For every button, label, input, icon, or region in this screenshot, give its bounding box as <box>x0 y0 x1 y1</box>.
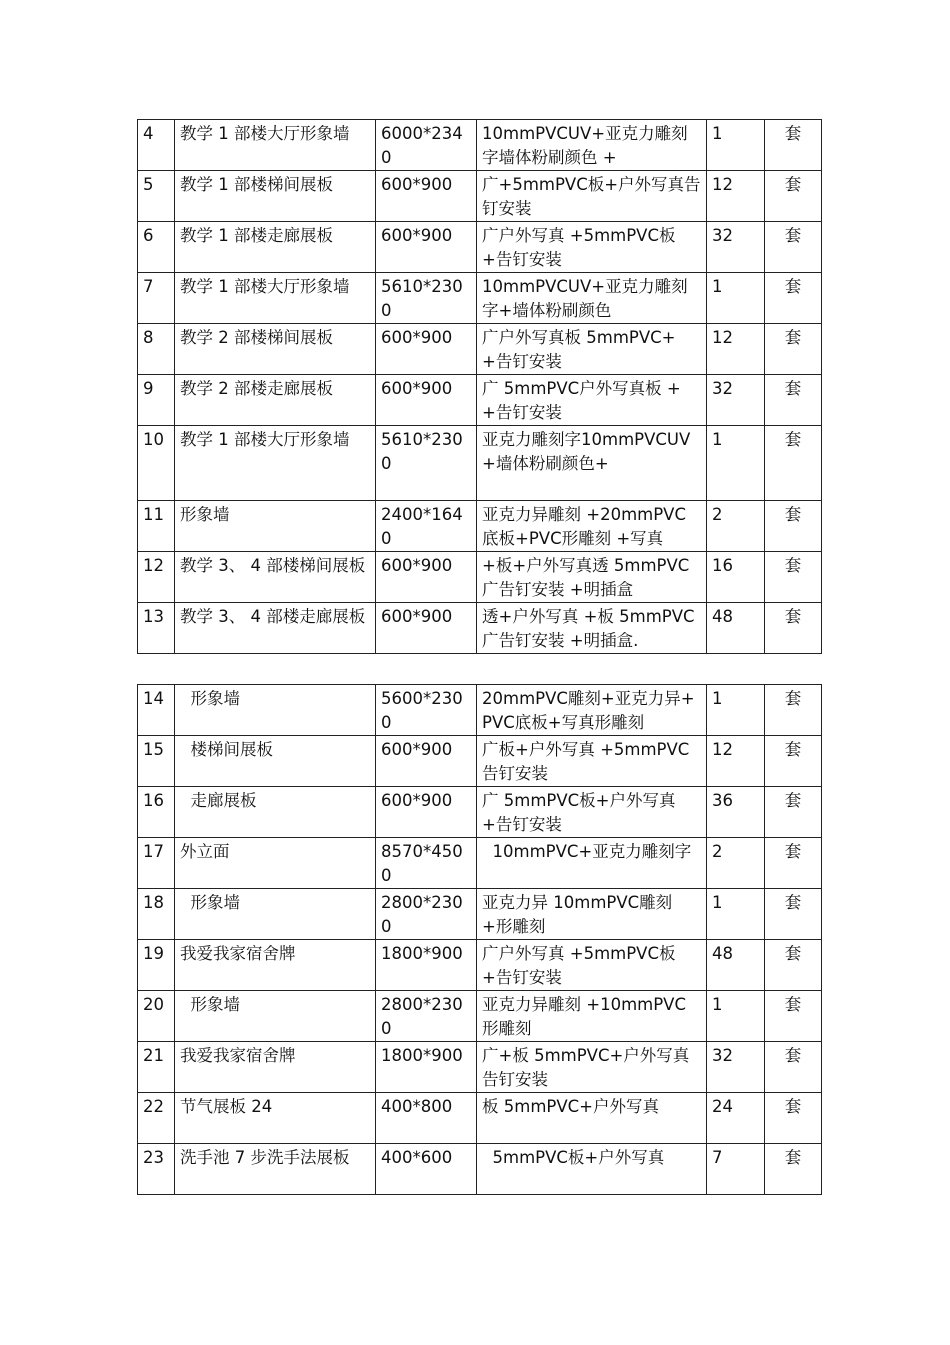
item-number-cell: 13 <box>138 603 175 654</box>
size-cell: 5610*2300 <box>376 426 477 501</box>
unit-cell: 套 <box>765 552 822 603</box>
quantity-cell: 36 <box>707 787 765 838</box>
size-cell: 400*800 <box>376 1093 477 1144</box>
table-row <box>138 120 822 171</box>
table-row <box>138 552 822 603</box>
unit-cell: 套 <box>765 375 822 426</box>
size-cell: 600*900 <box>376 552 477 603</box>
item-name-cell: 教学 2 部楼走廊展板 <box>175 375 376 426</box>
table-row <box>138 787 822 838</box>
item-name-cell: 楼梯间展板 <box>175 736 376 787</box>
item-name-cell: 形象墙 <box>175 991 376 1042</box>
size-cell: 600*900 <box>376 375 477 426</box>
material-cell: 10mmPVCUV+亚克力雕刻字墙体粉刷颜色 + <box>477 120 707 171</box>
unit-cell: 套 <box>765 324 822 375</box>
spec-table-2-body <box>138 685 822 1195</box>
size-cell: 2800*2300 <box>376 991 477 1042</box>
item-number-cell: 12 <box>138 552 175 603</box>
unit-cell: 套 <box>765 889 822 940</box>
item-name-cell: 我爱我家宿舍牌 <box>175 1042 376 1093</box>
table-row <box>138 889 822 940</box>
unit-cell: 套 <box>765 1144 822 1195</box>
unit-cell: 套 <box>765 222 822 273</box>
item-number-cell: 19 <box>138 940 175 991</box>
unit-cell: 套 <box>765 736 822 787</box>
unit-cell: 套 <box>765 426 822 501</box>
size-cell: 600*900 <box>376 736 477 787</box>
unit-cell: 套 <box>765 940 822 991</box>
quantity-cell: 32 <box>707 222 765 273</box>
material-cell: 广 5mmPVC板+户外写真 +告钉安装 <box>477 787 707 838</box>
size-cell: 1800*900 <box>376 940 477 991</box>
item-number-cell: 8 <box>138 324 175 375</box>
material-cell: 广+板 5mmPVC+户外写真告钉安装 <box>477 1042 707 1093</box>
table-row <box>138 222 822 273</box>
quantity-cell: 2 <box>707 838 765 889</box>
quantity-cell: 1 <box>707 426 765 501</box>
size-cell: 5600*2300 <box>376 685 477 736</box>
table-row <box>138 171 822 222</box>
material-cell: 广户外写真 +5mmPVC板+告钉安装 <box>477 940 707 991</box>
item-name-cell: 教学 1 部楼大厅形象墙 <box>175 426 376 501</box>
unit-cell: 套 <box>765 171 822 222</box>
size-cell: 600*900 <box>376 222 477 273</box>
item-number-cell: 16 <box>138 787 175 838</box>
item-name-cell: 教学 3、 4 部楼走廊展板 <box>175 603 376 654</box>
table-row <box>138 273 822 324</box>
item-number-cell: 14 <box>138 685 175 736</box>
quantity-cell: 12 <box>707 171 765 222</box>
item-number-cell: 23 <box>138 1144 175 1195</box>
item-name-cell: 我爱我家宿舍牌 <box>175 940 376 991</box>
quantity-cell: 16 <box>707 552 765 603</box>
size-cell: 5610*2300 <box>376 273 477 324</box>
table-row <box>138 324 822 375</box>
table-row <box>138 838 822 889</box>
unit-cell: 套 <box>765 787 822 838</box>
item-name-cell: 教学 1 部楼走廊展板 <box>175 222 376 273</box>
item-number-cell: 20 <box>138 991 175 1042</box>
quantity-cell: 12 <box>707 324 765 375</box>
size-cell: 600*900 <box>376 171 477 222</box>
quantity-cell: 1 <box>707 685 765 736</box>
material-cell: 透+户外写真 +板 5mmPVC广告钉安装 +明插盒. <box>477 603 707 654</box>
spec-table-2 <box>137 684 822 1195</box>
item-number-cell: 11 <box>138 501 175 552</box>
quantity-cell: 2 <box>707 501 765 552</box>
quantity-cell: 7 <box>707 1144 765 1195</box>
size-cell: 400*600 <box>376 1144 477 1195</box>
size-cell: 1800*900 <box>376 1042 477 1093</box>
material-cell: 亚克力异 10mmPVC雕刻+形雕刻 <box>477 889 707 940</box>
quantity-cell: 24 <box>707 1093 765 1144</box>
material-cell: 板 5mmPVC+户外写真 <box>477 1093 707 1144</box>
size-cell: 600*900 <box>376 787 477 838</box>
table-row <box>138 375 822 426</box>
item-name-cell: 形象墙 <box>175 889 376 940</box>
item-number-cell: 21 <box>138 1042 175 1093</box>
unit-cell: 套 <box>765 120 822 171</box>
item-name-cell: 外立面 <box>175 838 376 889</box>
table-row <box>138 991 822 1042</box>
table-row <box>138 501 822 552</box>
table-row <box>138 736 822 787</box>
material-cell: 10mmPVCUV+亚克力雕刻字+墙体粉刷颜色 <box>477 273 707 324</box>
unit-cell: 套 <box>765 1042 822 1093</box>
size-cell: 6000*2340 <box>376 120 477 171</box>
table-row <box>138 603 822 654</box>
item-number-cell: 15 <box>138 736 175 787</box>
item-name-cell: 形象墙 <box>175 685 376 736</box>
size-cell: 600*900 <box>376 603 477 654</box>
material-cell: 10mmPVC+亚克力雕刻字 <box>477 838 707 889</box>
material-cell: 广+5mmPVC板+户外写真告钉安装 <box>477 171 707 222</box>
unit-cell: 套 <box>765 838 822 889</box>
item-name-cell: 教学 2 部楼梯间展板 <box>175 324 376 375</box>
item-name-cell: 走廊展板 <box>175 787 376 838</box>
material-cell: 20mmPVC雕刻+亚克力异+PVC底板+写真形雕刻 <box>477 685 707 736</box>
table-row <box>138 1144 822 1195</box>
material-cell: 广户外写真板 5mmPVC++告钉安装 <box>477 324 707 375</box>
material-cell: 广户外写真 +5mmPVC板+告钉安装 <box>477 222 707 273</box>
material-cell: 亚克力异雕刻 +10mmPVC形雕刻 <box>477 991 707 1042</box>
table-row <box>138 1042 822 1093</box>
size-cell: 2400*1640 <box>376 501 477 552</box>
item-name-cell: 教学 1 部楼大厅形象墙 <box>175 120 376 171</box>
spec-table-1 <box>137 119 822 654</box>
material-cell: +板+户外写真透 5mmPVC广告钉安装 +明插盒 <box>477 552 707 603</box>
size-cell: 8570*4500 <box>376 838 477 889</box>
item-name-cell: 教学 3、 4 部楼梯间展板 <box>175 552 376 603</box>
item-name-cell: 洗手池 7 步洗手法展板 <box>175 1144 376 1195</box>
table-row <box>138 685 822 736</box>
unit-cell: 套 <box>765 603 822 654</box>
item-number-cell: 10 <box>138 426 175 501</box>
item-number-cell: 4 <box>138 120 175 171</box>
item-name-cell: 节气展板 24 <box>175 1093 376 1144</box>
quantity-cell: 1 <box>707 273 765 324</box>
item-number-cell: 6 <box>138 222 175 273</box>
quantity-cell: 12 <box>707 736 765 787</box>
quantity-cell: 1 <box>707 120 765 171</box>
quantity-cell: 1 <box>707 991 765 1042</box>
table-row <box>138 1093 822 1144</box>
quantity-cell: 32 <box>707 1042 765 1093</box>
material-cell: 广 5mmPVC户外写真板 ++告钉安装 <box>477 375 707 426</box>
item-number-cell: 7 <box>138 273 175 324</box>
material-cell: 5mmPVC板+户外写真 <box>477 1144 707 1195</box>
size-cell: 2800*2300 <box>376 889 477 940</box>
item-name-cell: 教学 1 部楼大厅形象墙 <box>175 273 376 324</box>
item-number-cell: 17 <box>138 838 175 889</box>
quantity-cell: 48 <box>707 603 765 654</box>
table-row <box>138 940 822 991</box>
spec-table-1-body <box>138 120 822 654</box>
table-row <box>138 426 822 501</box>
unit-cell: 套 <box>765 1093 822 1144</box>
unit-cell: 套 <box>765 991 822 1042</box>
quantity-cell: 48 <box>707 940 765 991</box>
unit-cell: 套 <box>765 501 822 552</box>
material-cell: 广板+户外写真 +5mmPVC告钉安装 <box>477 736 707 787</box>
material-cell: 亚克力雕刻字10mmPVCUV+墙体粉刷颜色+ <box>477 426 707 501</box>
item-number-cell: 5 <box>138 171 175 222</box>
unit-cell: 套 <box>765 273 822 324</box>
material-cell: 亚克力异雕刻 +20mmPVC底板+PVC形雕刻 +写真 <box>477 501 707 552</box>
item-name-cell: 教学 1 部楼梯间展板 <box>175 171 376 222</box>
quantity-cell: 32 <box>707 375 765 426</box>
quantity-cell: 1 <box>707 889 765 940</box>
item-number-cell: 9 <box>138 375 175 426</box>
item-name-cell: 形象墙 <box>175 501 376 552</box>
size-cell: 600*900 <box>376 324 477 375</box>
item-number-cell: 22 <box>138 1093 175 1144</box>
item-number-cell: 18 <box>138 889 175 940</box>
unit-cell: 套 <box>765 685 822 736</box>
